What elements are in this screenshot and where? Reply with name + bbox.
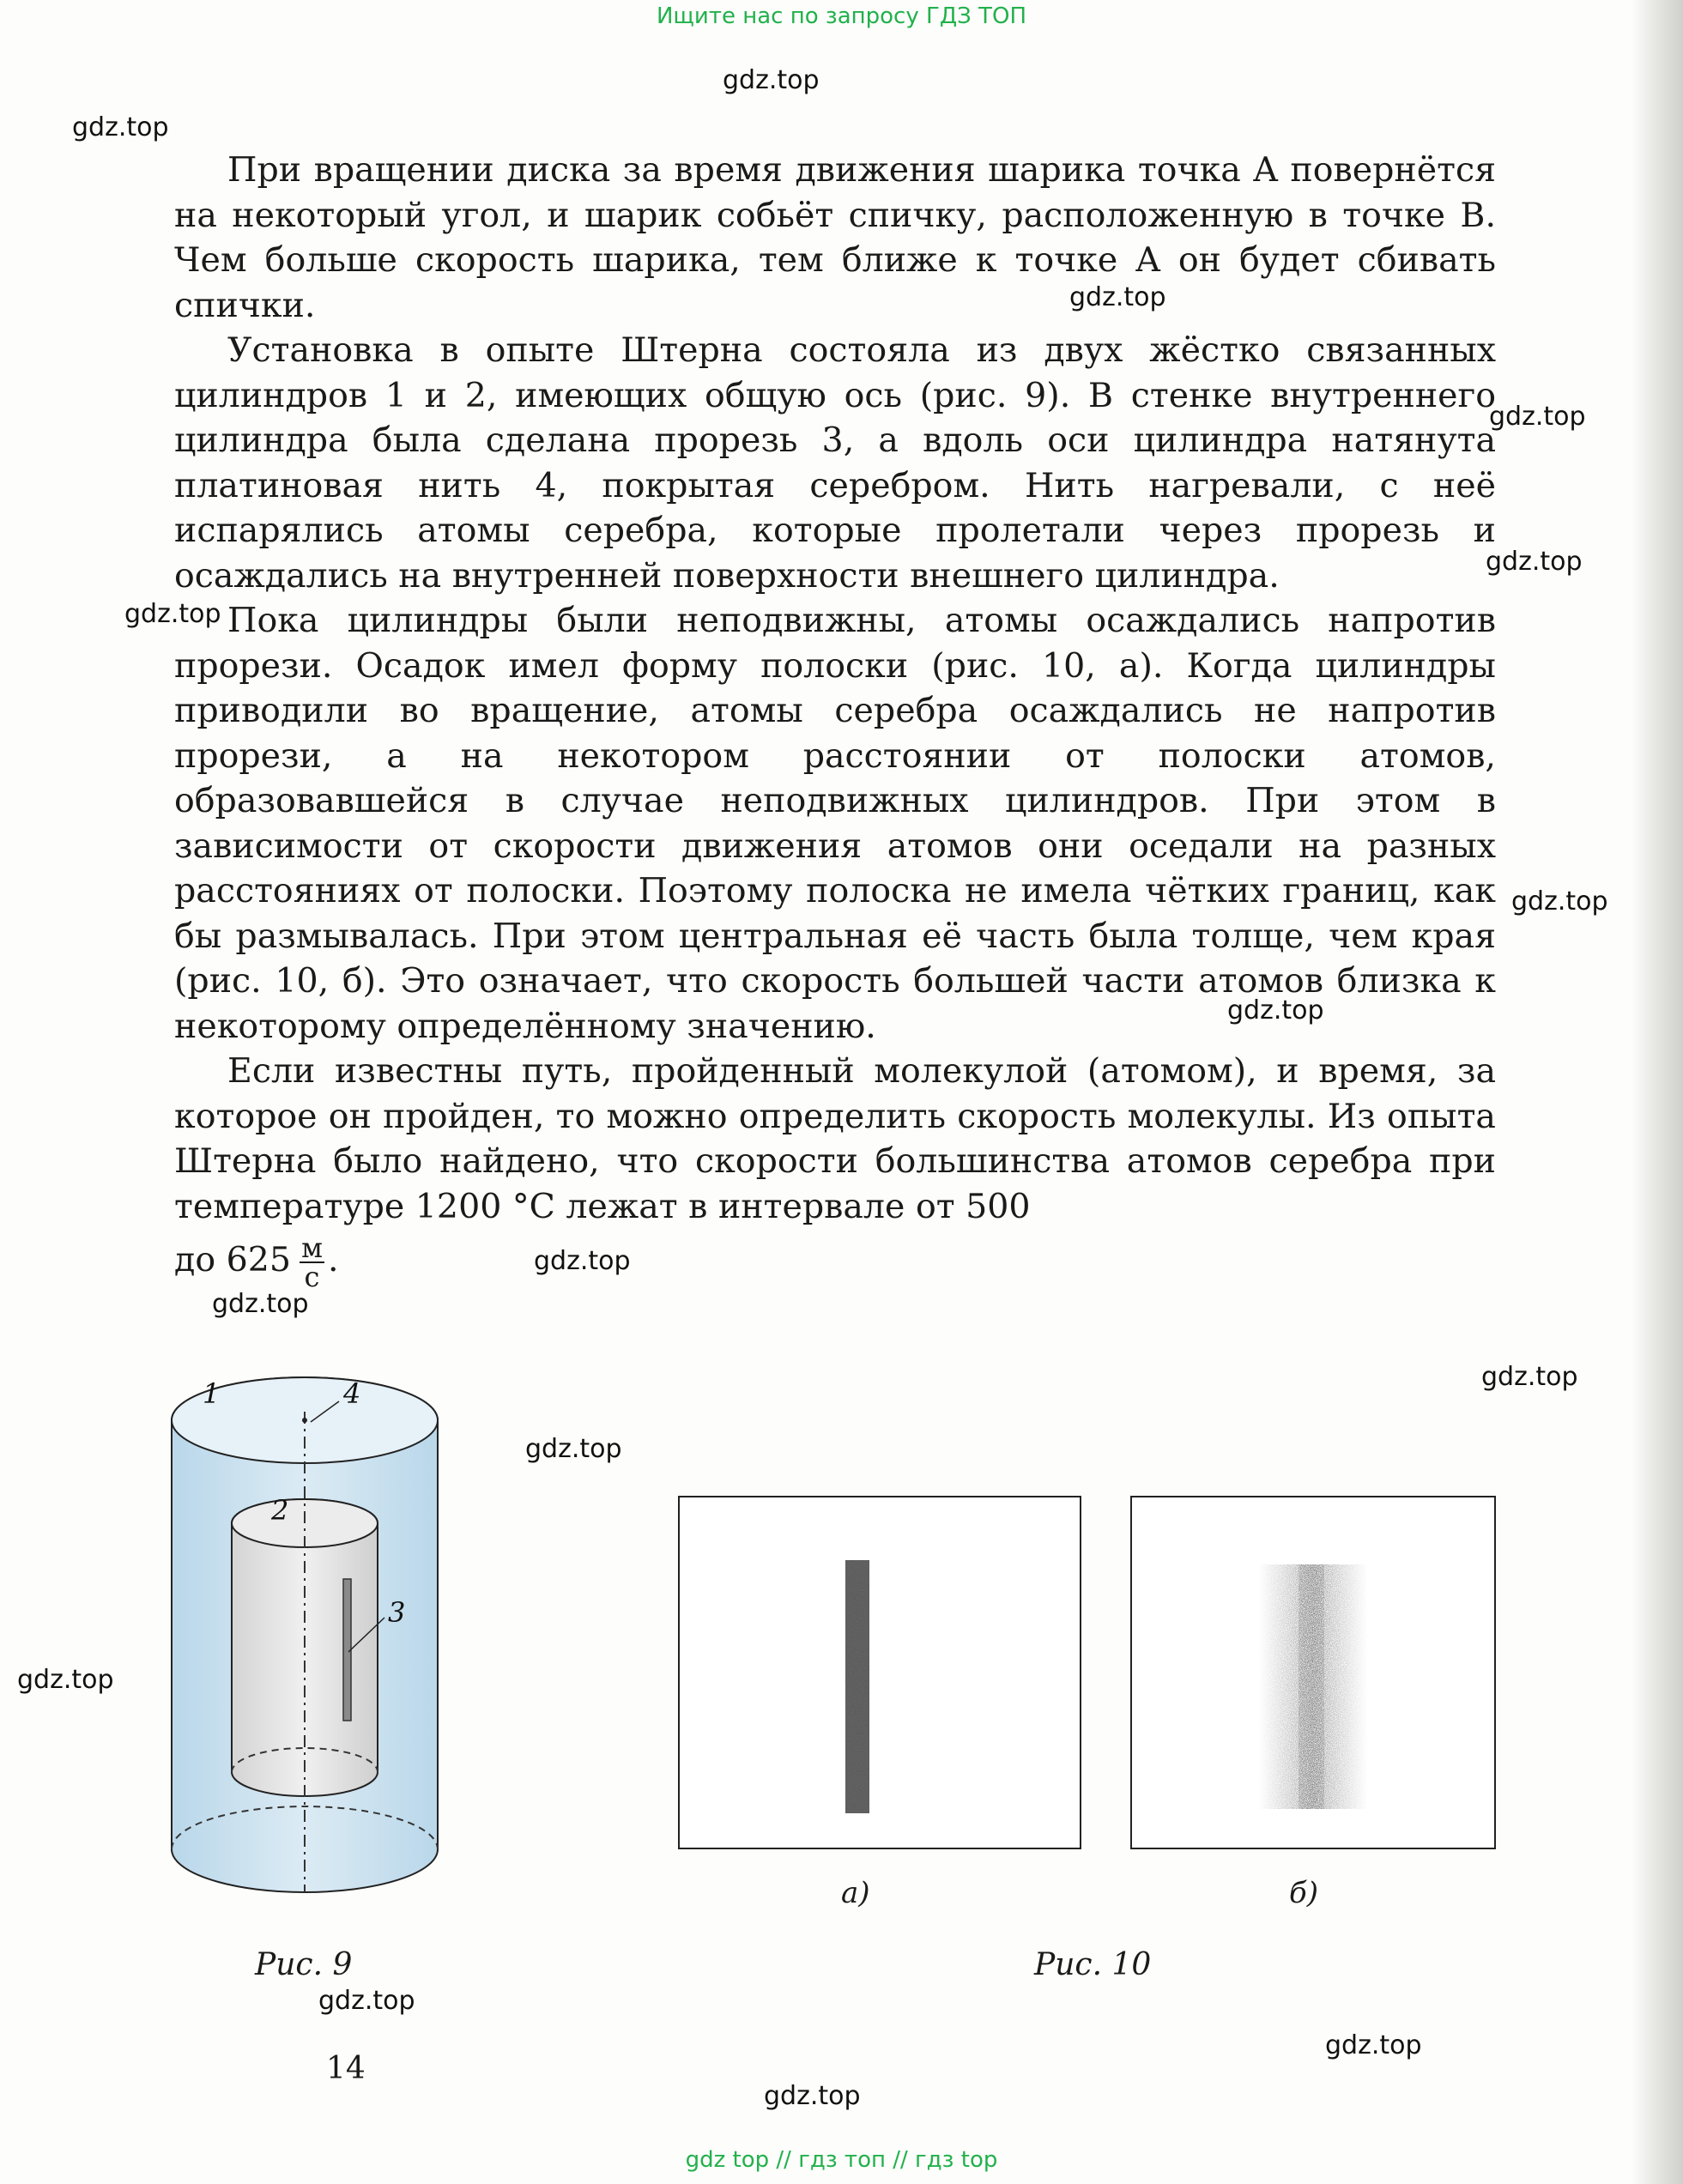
- unit-fraction: [300, 1231, 324, 1293]
- watermark: gdz.top: [1486, 547, 1583, 577]
- label-3: 3: [388, 1596, 406, 1629]
- watermark: gdz.top: [1489, 402, 1586, 432]
- fraction-numerator: м: [301, 1231, 323, 1264]
- watermark: gdz.top: [124, 599, 221, 629]
- watermark: gdz.top: [723, 65, 820, 95]
- main-text: [174, 148, 1496, 1291]
- figure-10-panel-b-label: б): [1289, 1876, 1319, 1910]
- final-line-suffix: .: [327, 1240, 339, 1280]
- final-line-prefix: до 625: [174, 1240, 292, 1280]
- figure-9-caption: Рис. 9: [255, 1947, 353, 1982]
- label-4: 4: [343, 1377, 361, 1410]
- watermark: gdz.top: [534, 1246, 631, 1276]
- deposit-strip-texture: [845, 1560, 869, 1813]
- label-1: 1: [203, 1377, 221, 1410]
- watermark: gdz.top: [764, 2081, 861, 2111]
- paragraph: Пока цилиндры были неподвижны, атомы осаждались напротив прорези. Осадок имел форму полоски (рис. 10, а). Когда цилиндры приводили во вращение, атомы серебра осаждались не напротив прорези, а на некотором расстоянии от полоски атомов, образовавшейся в случае неподвижных цилиндров. При этом в зависимости от скорости движения атомов они оседали на разных расстояниях от полоски. Поэтому полоска не имела чётких границ, как бы размывалась. При этом центральная её часть была толще, чем края (рис. 10, б). Это означает, что скорость большей части атомов близка к некоторому определённому значению.: [174, 601, 1496, 1046]
- watermark: gdz.top: [212, 1289, 309, 1319]
- watermark: gdz.top: [1069, 282, 1166, 312]
- figure-10-panel-a-label: а): [841, 1876, 870, 1910]
- figure-10-panel-b: [1130, 1496, 1496, 1849]
- thread-top-dot: [302, 1418, 307, 1423]
- deposit-strip-core: [1299, 1564, 1324, 1809]
- watermark: gdz.top: [1481, 1362, 1578, 1392]
- watermark: gdz.top: [72, 112, 169, 142]
- top-banner[interactable]: Ищите нас по запросу ГДЗ ТОП: [656, 3, 1027, 29]
- figure-9-cylinders: [154, 1369, 472, 1909]
- label-2: 2: [271, 1494, 289, 1527]
- fraction-denominator: с: [304, 1261, 320, 1293]
- page-edge-shadow: [1632, 0, 1683, 2184]
- panel-a-frame: [679, 1497, 1081, 1848]
- paragraph: При вращении диска за время движения шарика точка A повернётся на некоторый угол, и шарик собьёт спичку, расположенную в точке B. Чем больше скорость шарика, тем ближе к точке A он будет сбивать спички.: [174, 150, 1496, 325]
- watermark: gdz.top: [17, 1665, 114, 1695]
- bottom-banner[interactable]: gdz top // гдз топ // гдз top: [685, 2147, 998, 2173]
- final-line: [174, 1231, 1496, 1293]
- paragraph: Установка в опыте Штерна состояла из двух жёстко связанных цилиндров 1 и 2, имеющих общую ось (рис. 9). В стенке внутреннего цилиндра была сделана прорезь 3, а вдоль оси цилиндра натянута платиновая нить 4, покрытая серебром. Нить нагревали, с неё испарялись атомы серебра, которые пролетали через прорезь и осаждались на внутренней поверхности внешнего цилиндра.: [174, 330, 1496, 596]
- figure-10-caption: Рис. 10: [1034, 1947, 1152, 1982]
- watermark: gdz.top: [1227, 995, 1324, 1025]
- paragraph: Если известны путь, пройденный молекулой (атомом), и время, за которое он пройден, то можно определить скорость молекулы. Из опыта Штерна было найдено, что скорости большинства атомов серебра при температуре 1200 °С лежат в интервале от 500: [174, 1051, 1496, 1226]
- watermark: gdz.top: [525, 1434, 622, 1464]
- watermark: gdz.top: [1325, 2030, 1422, 2060]
- page-number: 14: [326, 2051, 366, 2086]
- watermark: gdz.top: [318, 1986, 415, 2016]
- figure-10-panel-a: [678, 1496, 1081, 1849]
- watermark: gdz.top: [1511, 886, 1608, 917]
